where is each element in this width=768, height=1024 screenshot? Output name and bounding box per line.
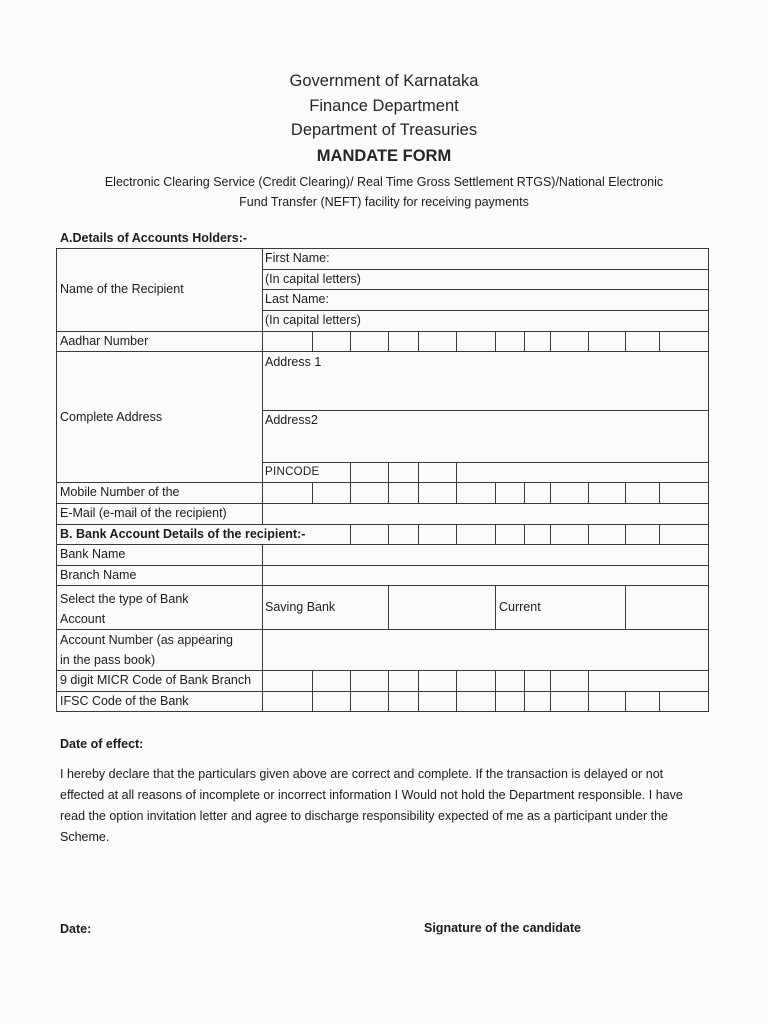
branch-name-label: Branch Name [60,568,137,582]
branch-name-input[interactable] [263,566,708,584]
address-2-field[interactable]: Address2 [265,413,318,427]
aadhar-input[interactable] [263,332,708,350]
header-government: Government of Karnataka [289,72,479,90]
header-department: Finance Department [309,97,459,115]
current-checkbox[interactable] [626,586,707,628]
header-treasuries: Department of Treasuries [290,121,478,139]
saving-bank-option: Saving Bank [265,600,336,614]
signature-label: Signature of the candidate [424,921,581,935]
section-a-heading: A.Details of Accounts Holders:- [60,231,248,245]
email-label: E-Mail (e-mail of the recipient) [60,506,227,520]
date-of-effect-label: Date of effect: [60,737,144,751]
subtitle-line-2: Fund Transfer (NEFT) facility for receiving payments [239,195,529,209]
first-name-capital-note: (In capital letters) [265,272,361,286]
mobile-number-label: Mobile Number of the [60,485,180,499]
address-1-field[interactable]: Address 1 [265,355,322,369]
ifsc-code-label: IFSC Code of the Bank [60,694,189,708]
mobile-number-input[interactable] [263,483,708,502]
subtitle-line-1: Electronic Clearing Service (Credit Clearing)/ Real Time Gross Settlement RTGS)/National Electronic [104,175,664,189]
form-title: MANDATE FORM [316,147,452,165]
current-option: Current [499,600,541,614]
micr-code-input[interactable] [263,671,708,690]
account-type-label-line-1: Select the type of Bank [60,592,189,606]
date-label: Date: [60,922,92,936]
pincode-field[interactable]: PINCODE [265,466,320,478]
bank-name-input[interactable] [263,545,708,564]
account-number-label-line-1: Account Number (as appearing [60,633,234,647]
declaration-text: I hereby declare that the particulars given above are correct and complete. If the transaction is delayed or not effected at all reasons of incomplete or incorrect information I Would not hold the Department responsible. I have read the option invitation letter and agree to discharge responsibility expected of me as a participant under the Scheme. [60,767,683,844]
account-number-input[interactable] [263,630,708,669]
name-of-recipient-label: Name of the Recipient [60,282,184,296]
first-name-field[interactable]: First Name: [265,251,330,265]
aadhar-label: Aadhar Number [60,334,149,348]
last-name-field[interactable]: Last Name: [265,292,329,306]
bank-name-label: Bank Name [60,547,126,561]
last-name-capital-note: (In capital letters) [265,313,361,327]
ifsc-code-input[interactable] [263,692,708,710]
account-type-label-line-2: Account [60,612,106,626]
section-b-heading: B. Bank Account Details of the recipient:- [60,527,306,541]
email-input[interactable] [263,504,708,523]
complete-address-label: Complete Address [60,410,163,424]
saving-bank-checkbox[interactable] [389,586,494,628]
micr-code-label: 9 digit MICR Code of Bank Branch [60,673,252,687]
account-number-label-line-2: in the pass book) [60,653,156,667]
